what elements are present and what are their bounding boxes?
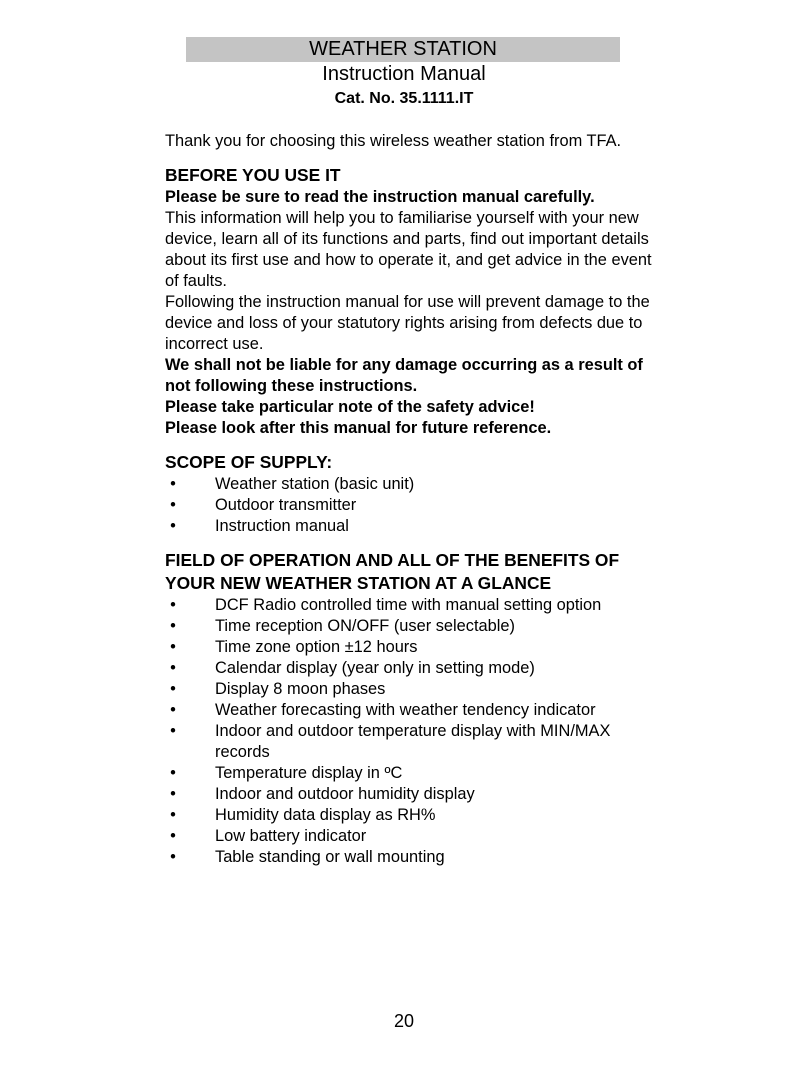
scope-list-item <box>165 516 655 537</box>
bullet-icon: • <box>170 517 176 535</box>
before-use-paragraph-2: Following the instruction manual for use will prevent damage to the device and loss of your statutory rights arising from defects due to incorrect use. <box>165 293 650 353</box>
feature-list-item <box>165 721 655 763</box>
bullet-icon: • <box>170 475 176 493</box>
safety-notice: Please take particular note of the safety advice! <box>165 398 535 416</box>
document-title: WEATHER STATION <box>309 38 497 60</box>
scope-list <box>165 474 655 537</box>
feature-list-item-text: DCF Radio controlled time with manual setting option <box>215 596 602 614</box>
bullet-icon: • <box>170 722 176 740</box>
bullet-icon: • <box>170 848 176 866</box>
feature-list-item <box>165 763 655 784</box>
bullet-icon: • <box>170 596 176 614</box>
scope-list-item-text: Outdoor transmitter <box>215 496 357 514</box>
scope-list-item <box>165 474 655 495</box>
reference-notice: Please look after this manual for future reference. <box>165 419 552 437</box>
feature-list-item <box>165 637 655 658</box>
feature-list-item-text: Calendar display (year only in setting mode) <box>215 659 535 677</box>
feature-list-item <box>165 847 655 868</box>
bullet-icon: • <box>170 785 176 803</box>
bullet-icon: • <box>170 827 176 845</box>
bullet-icon: • <box>170 638 176 656</box>
feature-list-item-text: Table standing or wall mounting <box>215 848 445 866</box>
feature-list-item <box>165 595 655 616</box>
features-heading: FIELD OF OPERATION AND ALL OF THE BENEFITS OF YOUR NEW WEATHER STATION AT A GLANCE <box>165 550 620 593</box>
before-use-paragraph-1: This information will help you to familiarise yourself with your new device, learn all of its functions and parts, find out important details about its first use and how to operate it, and get advice in the event of faults. <box>165 209 652 290</box>
feature-list-item-text: Display 8 moon phases <box>215 680 386 698</box>
feature-list-item-text: Indoor and outdoor humidity display <box>215 785 475 803</box>
bullet-icon: • <box>170 806 176 824</box>
feature-list-item <box>165 826 655 847</box>
feature-list-item-text: Time reception ON/OFF (user selectable) <box>215 617 515 635</box>
feature-list-item-text: Indoor and outdoor temperature display with MIN/MAX records <box>215 722 611 761</box>
liability-notice: We shall not be liable for any damage occurring as a result of not following these instructions. <box>165 356 643 395</box>
feature-list-item <box>165 616 655 637</box>
feature-list-item <box>165 784 655 805</box>
feature-list-item <box>165 679 655 700</box>
before-use-lead: Please be sure to read the instruction manual carefully. <box>165 188 595 206</box>
document-title-bar <box>186 37 620 62</box>
feature-list-item-text: Humidity data display as RH% <box>215 806 436 824</box>
feature-list-item-text: Time zone option ±12 hours <box>215 638 418 656</box>
intro-paragraph: Thank you for choosing this wireless weather station from TFA. <box>165 132 622 150</box>
scope-list-item-text: Instruction manual <box>215 517 349 535</box>
bullet-icon: • <box>170 617 176 635</box>
feature-list-item <box>165 700 655 721</box>
scope-heading: SCOPE OF SUPPLY: <box>165 452 333 472</box>
feature-list-item <box>165 658 655 679</box>
features-list <box>165 595 655 868</box>
bullet-icon: • <box>170 701 176 719</box>
document-subtitle: Instruction Manual <box>322 63 486 85</box>
bullet-icon: • <box>170 680 176 698</box>
feature-list-item-text: Temperature display in ºC <box>215 764 403 782</box>
scope-list-item-text: Weather station (basic unit) <box>215 475 415 493</box>
page-number: 20 <box>393 1011 415 1031</box>
feature-list-item-text: Low battery indicator <box>215 827 367 845</box>
bullet-icon: • <box>170 764 176 782</box>
feature-list-item <box>165 805 655 826</box>
scope-list-item <box>165 495 655 516</box>
catalog-number: Cat. No. 35.1111.IT <box>334 90 474 107</box>
bullet-icon: • <box>170 496 176 514</box>
before-use-heading: BEFORE YOU USE IT <box>165 165 341 185</box>
manual-content <box>165 131 655 868</box>
feature-list-item-text: Weather forecasting with weather tendency indicator <box>215 701 596 719</box>
bullet-icon: • <box>170 659 176 677</box>
